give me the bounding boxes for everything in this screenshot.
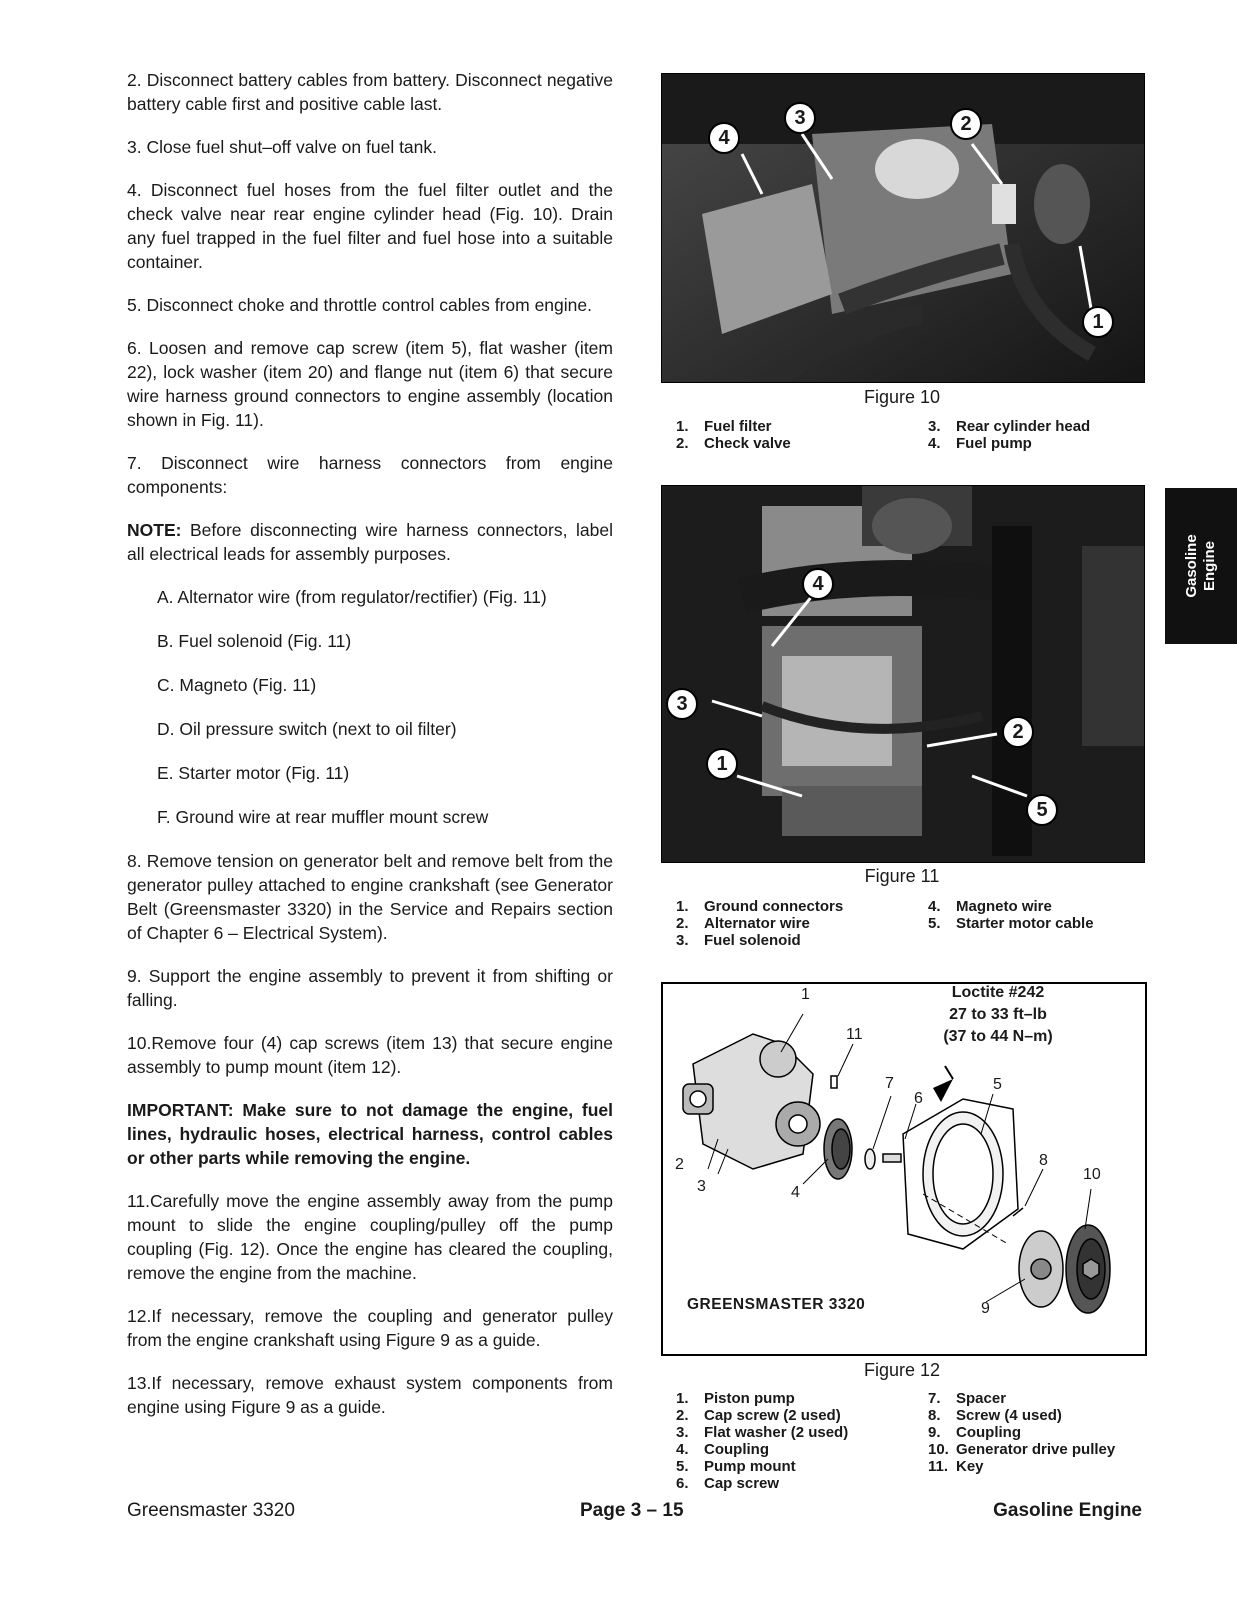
step-3: 3. Close fuel shut–off valve on fuel tank. <box>127 137 438 157</box>
legend-num: 2. <box>676 1407 689 1424</box>
step-8: 8. Remove tension on generator belt and remove belt from the generator pulley attached to engine crankshaft (see Generator Belt (Greensmaster 3320) in the Service and Repairs section of Chapter 6 – Electrical System). <box>127 851 613 943</box>
engine-photo-illustration <box>662 74 1144 382</box>
legend-text: Fuel pump <box>956 435 1032 452</box>
fig12-label-1: 1 <box>801 986 810 1003</box>
fig12-label-7: 7 <box>885 1075 894 1092</box>
step-10: 10.Remove four (4) cap screws (item 13) that secure engine assembly to pump mount (item 12). <box>127 1033 613 1077</box>
note-label: NOTE: <box>127 520 182 540</box>
legend-num: 2. <box>676 915 689 932</box>
legend-num: 1. <box>676 418 689 435</box>
fig10-callout-2: 2 <box>950 108 982 140</box>
legend-text: Cap screw <box>704 1475 780 1492</box>
step-12: 12.If necessary, remove the coupling and generator pulley from the engine crankshaft using Figure 9 as a guide. <box>127 1306 613 1350</box>
fig12-label-10: 10 <box>1083 1166 1101 1183</box>
figure-12-legend-left <box>676 1390 848 1492</box>
figure-10-legend-left <box>676 418 791 452</box>
legend-num: 3. <box>676 1424 689 1441</box>
footer-model: Greensmaster 3320 <box>127 1500 295 1521</box>
step-6: 6. Loosen and remove cap screw (item 5), flat washer (item 22), lock washer (item 20) and flange nut (item 6) that secure wire harness ground connectors to engine assembly (location shown in Fig. 11). <box>127 338 613 430</box>
legend-text: Coupling <box>704 1441 769 1458</box>
legend-text: Flat washer (2 used) <box>704 1424 849 1441</box>
legend-text: Piston pump <box>704 1390 795 1407</box>
fig12-label-8: 8 <box>1039 1152 1048 1169</box>
legend-text: Spacer <box>956 1390 1007 1407</box>
legend-num: 10. <box>928 1441 949 1458</box>
legend-num: 11. <box>928 1458 949 1475</box>
loctite-spec <box>938 982 1058 1048</box>
model-label: GREENSMASTER 3320 <box>687 1296 866 1313</box>
legend-num: 4. <box>676 1441 689 1458</box>
legend-num: 6. <box>676 1475 689 1492</box>
note-text: Before disconnecting wire harness connectors, label all electrical leads for assembly purposes. <box>127 520 613 564</box>
legend-num: 5. <box>676 1458 689 1475</box>
fig12-label-9: 9 <box>981 1300 990 1317</box>
engine-wiring-photo-illustration <box>662 486 1144 862</box>
figure-11-caption: Figure 11 <box>864 866 940 886</box>
legend-text: Starter motor cable <box>956 915 1094 932</box>
step-11: 11.Carefully move the engine assembly away from the pump mount to slide the engine coupling/pulley off the pump coupling (Fig. 12). Once the engine has cleared the coupling, remove the engine from the machine. <box>127 1191 613 1283</box>
legend-text: Magneto wire <box>956 898 1052 915</box>
figure-11-photo <box>661 485 1145 863</box>
figure-10-caption: Figure 10 <box>863 387 941 407</box>
fig12-label-5: 5 <box>993 1076 1002 1093</box>
legend-text: Fuel solenoid <box>704 932 801 949</box>
step-7: 7. Disconnect wire harness connectors from engine components: <box>127 453 613 497</box>
legend-text: Pump mount <box>704 1458 796 1475</box>
figure-12-legend-right <box>928 1390 1115 1475</box>
side-tab-line-1: Gasoline <box>1183 534 1200 598</box>
step-13: 13.If necessary, remove exhaust system components from engine using Figure 9 as a guide. <box>127 1373 613 1417</box>
legend-text: Fuel filter <box>704 418 772 435</box>
loctite-line-1: Loctite #242 <box>951 984 1045 1001</box>
fig11-callout-1: 1 <box>706 748 738 780</box>
legend-num: 7. <box>928 1390 941 1407</box>
figure-12-diagram <box>661 982 1147 1356</box>
legend-num: 8. <box>928 1407 941 1424</box>
fig10-callout-1: 1 <box>1082 306 1114 338</box>
legend-text: Alternator wire <box>704 915 810 932</box>
figure-10-legend-right <box>928 418 1090 452</box>
step-2: 2. Disconnect battery cables from battery. Disconnect negative battery cable first and positive cable last. <box>127 70 613 114</box>
figure-12-caption: Figure 12 <box>863 1360 941 1380</box>
fig11-callout-5: 5 <box>1026 794 1058 826</box>
loctite-line-2: 27 to 33 ft–lb <box>949 1006 1047 1023</box>
legend-num: 9. <box>928 1424 941 1441</box>
fig11-callout-3: 3 <box>666 688 698 720</box>
important-warning: IMPORTANT: Make sure to not damage the engine, fuel lines, hydraulic hoses, electrical harness, control cables or other parts while removing the engine. <box>127 1100 613 1168</box>
sub-item-b: B. Fuel solenoid (Fig. 11) <box>157 631 352 651</box>
fig12-label-6: 6 <box>914 1090 923 1107</box>
fig12-label-3: 3 <box>697 1178 706 1195</box>
sub-item-c: C. Magneto (Fig. 11) <box>157 675 317 695</box>
instruction-column <box>127 68 613 1438</box>
legend-text: Cap screw (2 used) <box>704 1407 841 1424</box>
legend-num: 3. <box>928 418 941 435</box>
loctite-line-3: (37 to 44 N–m) <box>943 1028 1053 1045</box>
sub-item-e: E. Starter motor (Fig. 11) <box>157 763 350 783</box>
legend-text: Rear cylinder head <box>956 418 1091 435</box>
sub-item-a: A. Alternator wire (from regulator/rectifier) (Fig. 11) <box>157 587 547 607</box>
fig11-callout-4: 4 <box>802 568 834 600</box>
step-9: 9. Support the engine assembly to prevent it from shifting or falling. <box>127 966 613 1010</box>
fig10-callout-3: 3 <box>784 102 816 134</box>
figure-11-legend-right <box>928 898 1094 932</box>
footer-section: Gasoline Engine <box>993 1500 1142 1521</box>
side-tab-line-2: Engine <box>1201 540 1218 592</box>
legend-num: 4. <box>928 435 941 452</box>
section-side-tab <box>1165 488 1237 644</box>
sub-item-d: D. Oil pressure switch (next to oil filter) <box>157 719 457 739</box>
legend-text: Coupling <box>956 1424 1021 1441</box>
footer-page-number: Page 3 – 15 <box>580 1500 684 1521</box>
legend-text: Key <box>956 1458 984 1475</box>
legend-num: 2. <box>676 435 689 452</box>
legend-text: Ground connectors <box>704 898 844 915</box>
step-5: 5. Disconnect choke and throttle control cables from engine. <box>127 295 592 315</box>
sub-item-f: F. Ground wire at rear muffler mount screw <box>157 807 489 827</box>
figure-10-photo <box>661 73 1145 383</box>
step-4: 4. Disconnect fuel hoses from the fuel filter outlet and the check valve near rear engine cylinder head (Fig. 10). Drain any fuel trapped in the fuel filter and fuel hose into a suitable container. <box>127 180 613 272</box>
fig10-callout-4: 4 <box>708 122 740 154</box>
legend-num: 5. <box>928 915 941 932</box>
figure-11-legend-left <box>676 898 843 949</box>
side-tab-label <box>1183 534 1219 597</box>
legend-text: Generator drive pulley <box>956 1441 1116 1458</box>
legend-num: 4. <box>928 898 941 915</box>
fig12-label-2: 2 <box>675 1156 684 1173</box>
note <box>127 518 613 566</box>
legend-text: Screw (4 used) <box>956 1407 1062 1424</box>
fig12-label-4: 4 <box>791 1184 800 1201</box>
fig12-label-11: 11 <box>846 1026 863 1043</box>
legend-num: 1. <box>676 1390 689 1407</box>
legend-num: 1. <box>676 898 689 915</box>
fig11-callout-2: 2 <box>1002 716 1034 748</box>
legend-num: 3. <box>676 932 689 949</box>
legend-text: Check valve <box>704 435 791 452</box>
